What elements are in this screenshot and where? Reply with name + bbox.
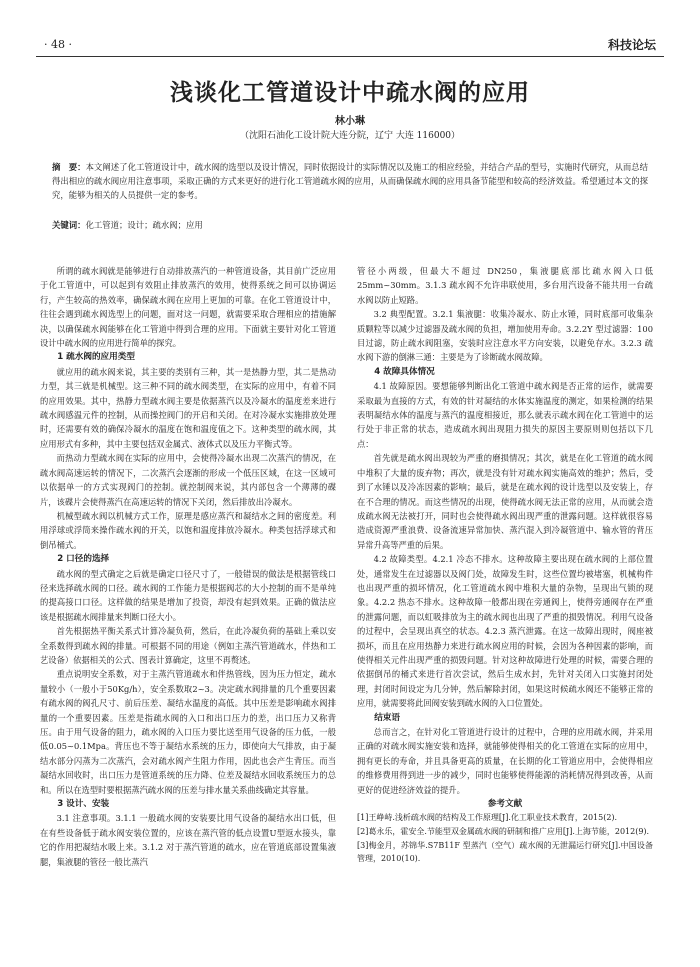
paragraph: 总而言之，在针对化工管道进行设计的过程中，合理的应用疏水阀，并采用正确的对疏水阀实施安装和选择，就能够使得相关的化工管道在实际的应用中，拥有更长的寿命，并且具备更高的质量，在长期的化工管道应用中，会使得相应的维修费用得到进一步的减少，同时也能够使得能源的消耗情况得到改善，从而更好的促进经济效益的提升。 [357,727,653,795]
paragraph: 3.1 注意事项。3.1.1 一般疏水阀的安装要比用气设备的凝结水出口低，但在有些设备低于疏水阀安装位置的，应该在蒸汽管的低点设置U型返水接头，靠它的作用把凝结水吸上来。3.1.2 对于蒸汽管道的疏水，应在管道底部设置集液腿，集液腿的管径一般比蒸汽 [40,813,336,867]
paragraph: 重点说明安全系数，对于主蒸汽管道疏水和伴热管线，因为压力恒定，疏水量较小（一般小于50Kg/h），安全系数取2~3。决定疏水阀排量的几个重要因素有疏水阀的阀孔尺寸、前后压差、凝结水温度的高低。其中压差是影响疏水阀排量的一个重要因素。压差是指疏水阀的入口和出口压力的差，出口压力又称背压。由于用气设备的阻力，疏水阀的入口压力要比送至用气设备的压力低，一般低0.05~0.1Mpa。背压也不等于凝结水系统的压力，即使向大气排放，由于凝结水部分闪蒸为二次蒸汽，会对疏水阀产生阻力作用，因此也会产生背压。而当凝结水回收时，出口压力是管道系统的压力降、位差及凝结水回收系统压力的总和。所以在选型时要根据蒸汽疏水阀的压差与排水量关系曲线确定其容量。 [40,669,336,795]
header-rule [36,56,664,57]
section-heading: 参考文献 [487,799,523,810]
section-heading: 1 疏水阀的应用类型 [57,352,135,363]
paragraph: 而热动力型疏水阀在实际的应用中，会使得冷凝水出现二次蒸汽的情况，在疏水阀高速运转的情况下，二次蒸汽会逐渐的形成一个低压区域，在这一区域可以依据单一的方式实现阀门的控制。就控制阀来说，其内部包含一个薄薄的碟片，该碟片会使得蒸汽在高速运转的情况下关闭，然后排放出冷凝水。 [40,453,336,507]
section-heading: 3 设计、安装 [57,799,110,810]
abstract-text: 本文阐述了化工管道设计中，疏水阀的选型以及设计情况，同时依据设计的实际情况以及施工的相应经验，并结合产品的型号，实施时代研究，从而总结得出相应的疏水阀应用注意事项，采取正确的方式来更好的进行化工管道疏水阀的应用，从而确保疏水阀的应用具备节能型和较高的经济效益。希望通过本文的探究，能够为相关的人员提供一定的参考。 [52,162,649,200]
section-heading: 4 故障具体情况 [374,366,435,377]
paragraph: 首先根据热平衡关系式计算冷凝负荷，然后，在此冷凝负荷的基础上乘以安全系数得到疏水阀的排量。可根据不同的用途（例如主蒸汽管道疏水，伴热和工艺设备）依据相关的公式、图表计算确定，这里不再赘述。 [40,626,336,665]
paragraph: 4.2 故障类型。4.2.1 冷态不排水。这种故障主要出现在疏水阀的上部位置处，通常发生在过滤器以及阀门处，故障发生时，这些位置均被堵塞，机械构件也出现严重的损坏情况，化工管道疏水阀中堆积大量的杂物，呈现出气锁的现象。4.2.2 热态不排水。这种故障一般都出现在旁通阀上，使得旁通阀存在严重的泄露问题，而以虹吸排放为主的疏水阀也出现了严重的损毁情况。利用气设备的过程中，会呈现出真空的状态。4.2.3 蒸汽泄露。在这一故障出现时，阀座被损坏，而且在应用热静力来进行疏水阀应用的时候，会因为各种因素的影响，而使得相关元件出现严重的损毁问题。针对这种故障进行处理的时候，需要合理的依据倒吊的桶式来进行首次尝试，然后生成水封，先针对关闭入口实施封闭处理，封闭时间设定为几分钟，然后解除封闭，如果这时候疏水阀还不能够正常的应用，就需要将此回阀安装到疏水阀的入口位置处。 [357,554,653,709]
reference-item: [1]王峥峙.浅析疏水阀的结构及工作原理[J].化工职业技术教育，2015(2). [357,813,618,823]
section-heading: 2 口径的选择 [57,554,110,565]
paragraph: 疏水阀的型式确定之后就是确定口径尺寸了，一般错误的做法是根据管线口径来选择疏水阀的口径。疏水阀的工作能力是根据阀芯的大小控制的而不是单纯的提高接口口径。这样做的结果是增加了投资，却没有起到效果。正确的做法应该是根据疏水阀排量来判断口径大小。 [40,568,336,622]
left-column [40,264,336,869]
keywords-label: 关键词： [52,220,86,230]
page-number: · 48 · [44,38,72,51]
paragraph: 管径小两级，但最大不超过 DN250，集液腿底部比疏水阀入口低25mm~30mm。3.1.3 疏水阀不允许串联使用，多台用汽设备不能共用一台疏水阀以防止短路。 [357,266,653,305]
paragraph: 所谓的疏水阀就是能够进行自动排放蒸汽的一种管道设备，其目前广泛应用于化工管道中，可以起到有效阻止排放蒸汽的效用，使得系统之间可以协调运行，产生较高的热效率，确保疏水阀在应用上更加的可靠。在化工管道设计中，往往会遇到疏水阀选型上的问题，面对这一问题，就需要采取合理相应的措施解决，以确保疏水阀能够在化工管道中得到合理的应用。下面就主要针对化工管道设计中疏水阀的应用进行简单的探究。 [40,266,336,349]
paragraph: 机械型疏水阀以机械方式工作，原理是感应蒸汽和凝结水之间的密度差。利用浮球或浮筒来操作疏水阀的开关，以饱和温度排放冷凝水。种类包括浮球式和倒吊桶式。 [40,510,336,550]
paragraph: 就应用的疏水阀来说，其主要的类别有三种，其一是热静力型，其二是热动力型，其三就是机械型。这三种不同的疏水阀类型，在实际的应用中，有着不同的应用效果。其中，热静力型疏水阀主要是依据蒸汽以及冷凝水的温度差来进行疏水阀感温元件的控制，从而操控阀门的开启和关闭。在对冷凝水实施排放处理时，还需要有效的确保冷凝水的温度在饱和温度值之下。这种类型的疏水阀，其应用形式有多种，其中主要包括双金属式、液体式以及压力平衡式等。 [40,366,336,449]
keywords-text: 化工管道；设计；疏水阀；应用 [85,220,203,230]
paragraph: 首先就是疏水阀出现较为严重的磨损情况；其次，就是在化工管道的疏水阀中堆积了大量的废弃物；再次，就是没有针对疏水阀实施高效的维护；然后，受到了水锤以及冷冻因素的影响；最后，就是在疏水阀的设计选型以及安装上，存在不合理的情况。而这些情况的出现，使得疏水阀无法正常的应用，从而就会造成疏水阀无法被打开，同时也会使得疏水阀出现严重的泄露问题。这样就很容易造成资源严重浪费、设备流速异常加快、蒸汽混入到冷凝管道中、输水管的背压异常升高等严重的后果。 [357,453,653,550]
reference-item: [2]葛永乐，霍安全.节能型双金属疏水阀的研制和推广应用[J].上海节能，2012(9). [357,827,650,837]
article-title: 浅谈化工管道设计中疏水阀的应用 [170,80,530,106]
author-name: 林小琳 [335,116,365,127]
section-heading: 结束语 [374,712,400,723]
keywords [52,218,648,232]
column-name: 科技论坛 [607,38,656,52]
paragraph: 4.1 故障原因。要想能够判断出化工管道中疏水阀是否正常的运作，就需要采取最为直接的方式，有效的针对凝结的水体实施温度的测定，如果检测的结果表明凝结水体的温度与蒸汽的温度相接近，那么就表示疏水阀在化工管道中的运行处于非正常的状态，造成疏水阀出现阻力损失的原因主要原则则包括以下几点： [357,381,653,449]
reference-item: [3]梅金月，苏锦华.S7B11F 型蒸汽（空气）疏水阀的无泄漏运行研究[J].中国设备管理，2010(10). [357,840,653,864]
author-affiliation: （沈阳石油化工设计院大连分院，辽宁 大连 116000） [239,131,461,141]
right-column [357,264,653,866]
abstract [52,160,648,202]
abstract-label: 摘 要： [52,162,86,172]
paragraph: 3.2 典型配置。3.2.1 集液腿：收集冷凝水、防止水锤，同时底部可收集杂质颗粒等以减少过滤器及疏水阀的负担，增加使用寿命。3.2.2Y 型过滤器：100 目过滤，防止疏水阀阻塞，安装时应注意水平方向安装，以避免存水。3.2.3 疏水阀下游的倒淋三通：主要是为了诊断疏水阀故障。 [357,309,653,363]
